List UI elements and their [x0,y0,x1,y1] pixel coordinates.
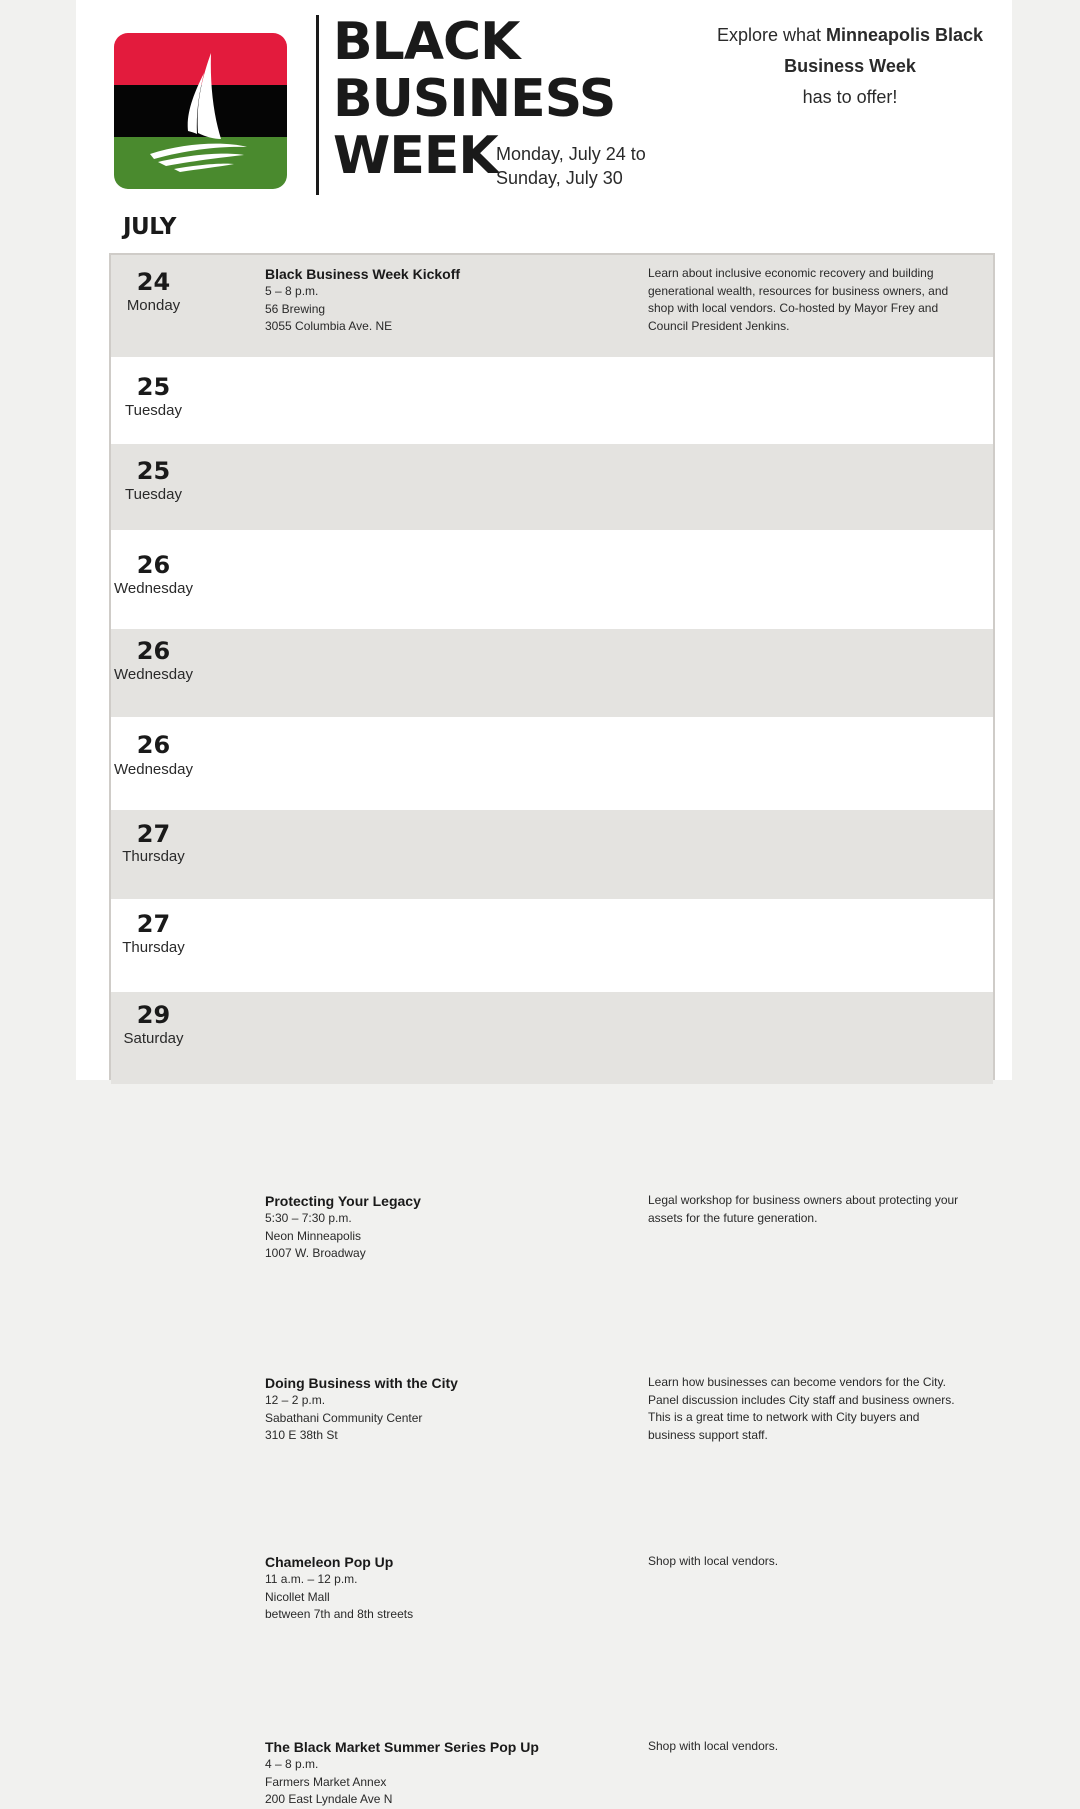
event-name: Black Business Week Kickoff [265,266,461,282]
event-info [265,1374,625,1445]
event-location-line: Farmers Market Annex [265,1774,387,1789]
black-business-week-logo [114,33,287,189]
event-info [265,265,625,336]
event-location-line: 1007 W. Broadway [265,1246,366,1260]
event-name: Doing Business with the City [265,1375,458,1391]
event-day-number: 26 [136,731,171,759]
event-description-line: Legal workshop for business owners about protecting your [648,1193,959,1207]
event-time: 12 – 2 p.m. [265,1393,326,1407]
event-time: 11 a.m. – 12 p.m. [265,1572,358,1586]
tagline-text-1: Explore what [716,25,826,45]
sailboat-icon [114,33,287,189]
title-line-2: BUSINESS [333,69,616,129]
event-info [265,1553,625,1624]
event-description-line: assets for the future generation. [648,1210,818,1225]
month-heading: JULY [123,214,176,240]
event-description-line: shop with local vendors. Co-hosted by Mayor Frey and [648,301,939,315]
event-description-line: business support staff. [648,1427,768,1442]
event-description [648,265,993,335]
event-location-line: Sabathani Community Center [265,1410,423,1425]
event-weekday: Tuesday [125,486,182,503]
event-info [265,1192,625,1263]
event-day-number: 25 [136,373,171,401]
event-day-number: 29 [136,1001,171,1029]
event-name: Chameleon Pop Up [265,1554,394,1570]
dates-line-1: Monday, July 24 to [496,144,646,164]
event-row [111,444,993,530]
event-day-number: 25 [136,457,171,485]
event-description [648,1192,993,1227]
dates-line-2: Sunday, July 30 [496,168,623,188]
event-flyer-page [76,0,1012,1806]
event-description [648,1738,993,1756]
event-time: 5:30 – 7:30 p.m. [265,1211,352,1225]
event-location-line: Neon Minneapolis [265,1228,362,1243]
event-weekday: Wednesday [114,580,193,597]
event-location-line: 200 East Lyndale Ave N [265,1792,393,1806]
event-weekday: Thursday [122,848,185,865]
event-name: The Black Market Summer Series Pop Up [265,1739,539,1755]
event-time: 4 – 8 p.m. [265,1757,319,1771]
event-description-line: Learn how businesses can become vendors for the City. [648,1375,946,1389]
event-description [648,1553,993,1571]
event-name: Protecting Your Legacy [265,1193,421,1209]
tagline-text-2: has to offer! [802,87,898,107]
event-row [111,357,993,444]
event-weekday: Saturday [123,1030,184,1047]
event-description-line: Council President Jenkins. [648,318,790,333]
header-divider [316,15,319,195]
event-description-line: Shop with local vendors. [648,1739,779,1753]
event-weekday: Wednesday [114,666,193,683]
event-description [648,1374,993,1444]
event-description-line: Shop with local vendors. [648,1554,779,1568]
event-weekday: Monday [126,297,181,314]
event-description-line: generational wealth, resources for business owners, and [648,283,949,298]
title-line-1: BLACK [333,12,520,72]
event-description-line: Learn about inclusive economic recovery and building [648,266,934,280]
event-day-number: 27 [136,910,171,938]
events-table [109,253,995,1806]
event-row [111,255,993,357]
event-time: 5 – 8 p.m. [265,284,319,298]
event-location-line: 3055 Columbia Ave. NE [265,319,393,333]
event-day-number: 26 [136,551,171,579]
event-day-number: 26 [136,637,171,665]
event-location-line: Nicollet Mall [265,1589,330,1604]
event-description-line: Panel discussion includes City staff and business owners. [648,1392,955,1407]
title-line-3: WEEK [333,126,498,186]
event-weekday: Wednesday [114,761,193,778]
event-weekday: Thursday [122,939,185,956]
event-location-line: 56 Brewing [265,301,326,316]
event-row [111,530,993,629]
event-location-line: between 7th and 8th streets [265,1607,414,1621]
event-description-line: This is a great time to network with City buyers and [648,1410,920,1424]
tagline [716,20,984,113]
event-row [111,629,993,717]
event-dates [496,142,646,190]
event-weekday: Tuesday [125,402,182,419]
event-info [265,1738,625,1809]
event-day-number: 24 [136,268,171,296]
event-location-line: 310 E 38th St [265,1428,338,1442]
tagline-bold: Minneapolis Black Business Week [784,25,984,76]
event-day-number: 27 [136,820,171,848]
